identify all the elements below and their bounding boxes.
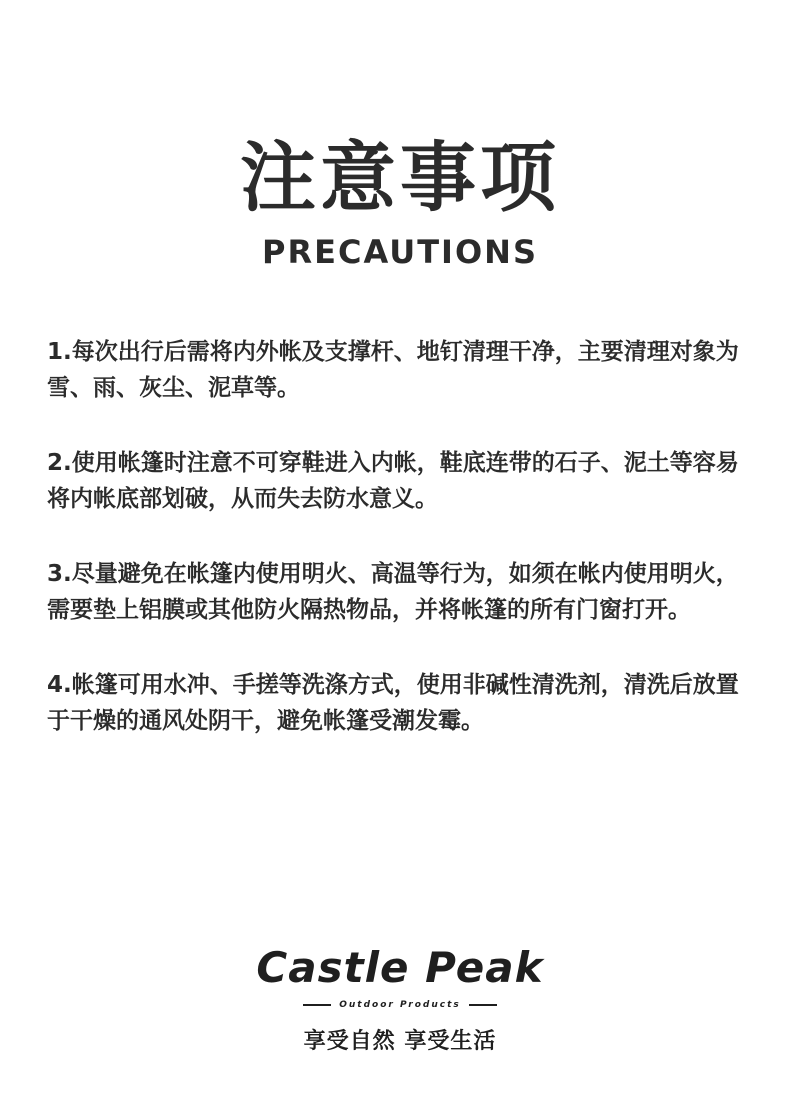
- brand-slogan: 享受自然 享受生活: [303, 1029, 497, 1054]
- precaution-item-4: 4.帐篷可用水冲、手搓等洗涤方式，使用非碱性清洗剂，清洗后放置于干燥的通风处阴干，避免帐篷受潮发霉。: [47, 672, 739, 734]
- brand-logo: Castle Peak: [256, 943, 544, 992]
- precaution-item-2: 2.使用帐篷时注意不可穿鞋进入内帐，鞋底连带的石子、泥土等容易将内帐底部划破，从而失去防水意义。: [47, 450, 739, 512]
- brand-block: [0, 938, 800, 1055]
- tagline-left-divider: [303, 1004, 331, 1006]
- tagline-text: Outdoor Products: [339, 1000, 461, 1010]
- precautions-list: [47, 334, 757, 778]
- precaution-item-1: 1.每次出行后需将内外帐及支撑杆、地钉清理干净，主要清理对象为雪、雨、灰尘、泥草等。: [47, 339, 739, 401]
- page-subtitle: PRECAUTIONS: [262, 233, 538, 271]
- tagline-right-divider: [469, 1004, 497, 1006]
- page-title: 注意事项: [240, 133, 560, 222]
- precaution-item-3: 3.尽量避免在帐篷内使用明火、高温等行为，如须在帐内使用明火，需要垫上铝膜或其他防火隔热物品，并将帐篷的所有门窗打开。: [47, 561, 739, 623]
- brand-tagline: [0, 1000, 800, 1010]
